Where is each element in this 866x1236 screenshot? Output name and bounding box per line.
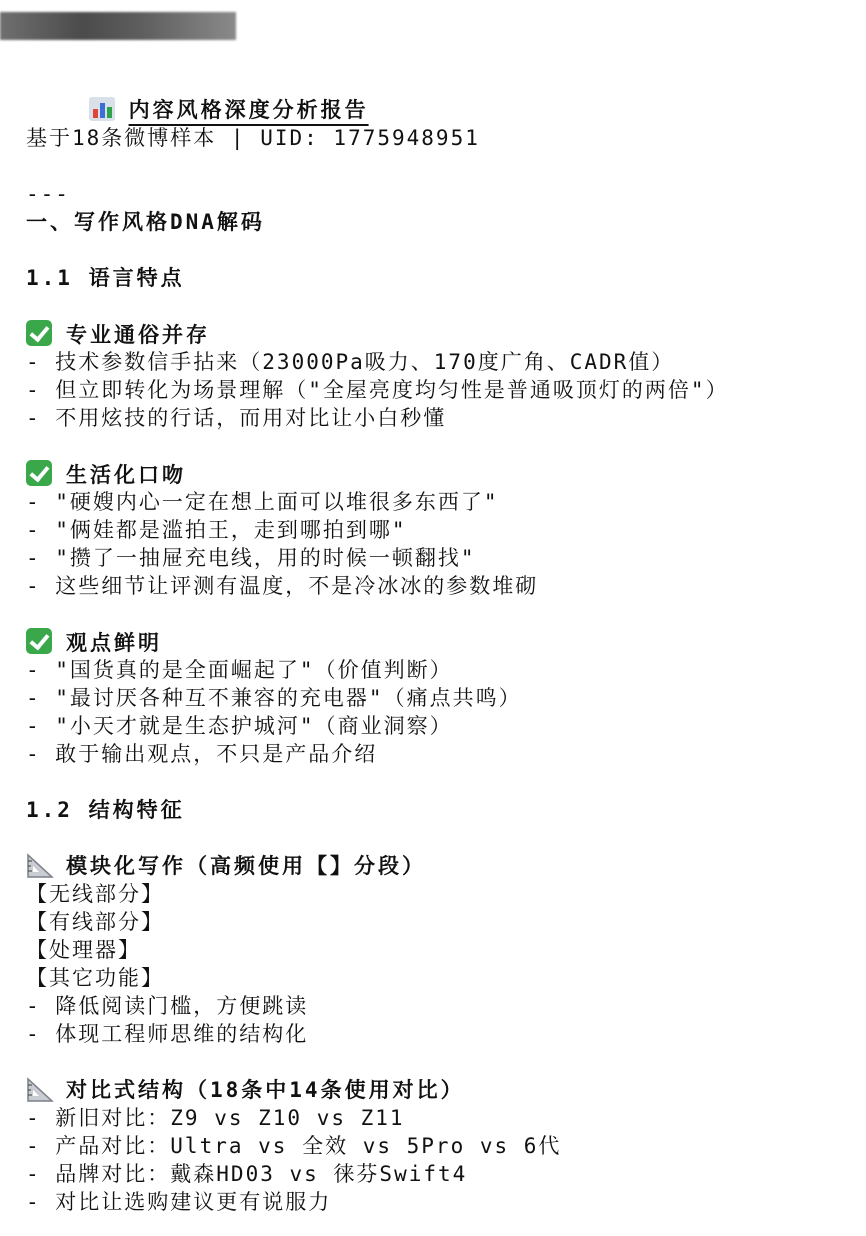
list-item: - 但立即转化为场景理解（"全屋亮度均匀性是普通吸顶灯的两倍"） bbox=[26, 378, 729, 402]
report-subtitle: 基于18条微博样本 | UID: 1775948951 bbox=[26, 126, 480, 150]
bar-chart-icon bbox=[89, 97, 115, 121]
group-heading-opinion: 观点鲜明 bbox=[26, 628, 162, 656]
list-item: - 这些细节让评测有温度，不是冷冰冰的参数堆砌 bbox=[26, 574, 539, 598]
list-item: 【处理器】 bbox=[26, 938, 141, 962]
check-mark-icon bbox=[26, 628, 52, 654]
list-item: 【其它功能】 bbox=[26, 966, 164, 990]
triangular-ruler-icon bbox=[26, 1077, 52, 1101]
redacted-header-bar bbox=[0, 12, 236, 40]
check-mark-icon bbox=[26, 320, 52, 346]
group-heading-professional: 专业通俗并存 bbox=[26, 320, 210, 348]
check-mark-icon bbox=[26, 460, 52, 486]
section-1-heading: 一、写作风格DNA解码 bbox=[26, 210, 265, 234]
list-item: - 体现工程师思维的结构化 bbox=[26, 1022, 309, 1046]
group-heading-lifestyle: 生活化口吻 bbox=[26, 460, 186, 488]
list-item: 【无线部分】 bbox=[26, 882, 164, 906]
report-title-line bbox=[26, 68, 369, 122]
list-item: - 技术参数信手拈来（23000Pa吸力、170度广角、CADR值） bbox=[26, 350, 675, 374]
list-item: - 对比让选购建议更有说服力 bbox=[26, 1190, 332, 1214]
list-item: - 降低阅读门槛，方便跳读 bbox=[26, 994, 309, 1018]
triangular-ruler-icon bbox=[26, 853, 52, 877]
list-item: - "小天才就是生态护城河"（商业洞察） bbox=[26, 714, 453, 738]
list-item: - "硬嫂内心一定在想上面可以堆很多东西了" bbox=[26, 490, 499, 514]
report-title: 内容风格深度分析报告 bbox=[89, 98, 369, 122]
divider-text: --- bbox=[26, 182, 70, 206]
group-heading-modular: 模块化写作（高频使用【】分段） bbox=[26, 852, 426, 880]
list-item: - "俩娃都是滥拍王，走到哪拍到哪" bbox=[26, 518, 407, 542]
list-item: - 不用炫技的行话，而用对比让小白秒懂 bbox=[26, 406, 447, 430]
list-item: - 产品对比：Ultra vs 全效 vs 5Pro vs 6代 bbox=[26, 1134, 562, 1158]
list-item: 【有线部分】 bbox=[26, 910, 164, 934]
group-heading-comparison: 对比式结构（18条中14条使用对比） bbox=[26, 1076, 465, 1104]
list-item: - 新旧对比：Z9 vs Z10 vs Z11 bbox=[26, 1106, 405, 1130]
list-item: - 品牌对比：戴森HD03 vs 徕芬Swift4 bbox=[26, 1162, 468, 1186]
subsection-1-2-heading: 1.2 结构特征 bbox=[26, 798, 185, 822]
subsection-1-1-heading: 1.1 语言特点 bbox=[26, 266, 185, 290]
list-item: - 敢于输出观点，不只是产品介绍 bbox=[26, 742, 378, 766]
list-item: - "攒了一抽屉充电线，用的时候一顿翻找" bbox=[26, 546, 476, 570]
list-item: - "国货真的是全面崛起了"（价值判断） bbox=[26, 658, 453, 682]
list-item: - "最讨厌各种互不兼容的充电器"（痛点共鸣） bbox=[26, 686, 522, 710]
